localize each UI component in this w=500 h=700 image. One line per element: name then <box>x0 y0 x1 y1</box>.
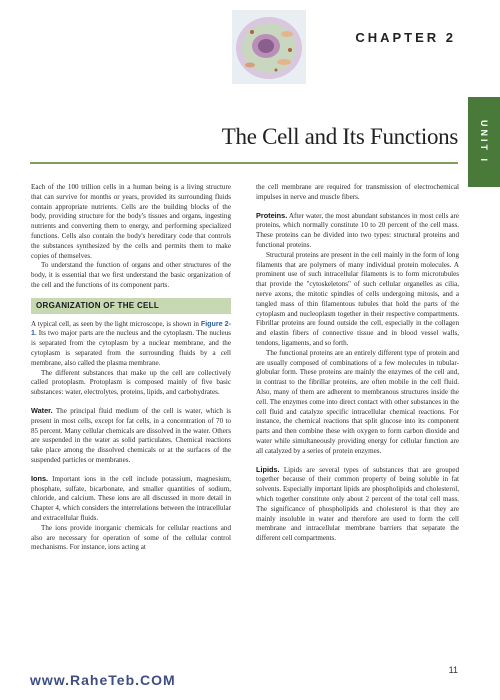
functional-proteins-paragraph: The functional proteins are an entirely different type of protein and are usually composed of combinations of a few molecules in tubular-globular form. These proteins are mainly the enzymes of the cell and, in contrast to the fibrillar proteins, are often mobile in the cell fluid. Also, many of them are adherent to membranous structures inside the cell. The enzymes come into direct contact with other substances in the cell fluid and catalyze specific intracellular chemical reactions. For instance, the chemical reactions that split glucose into its component parts and then combine these with oxygen to form carbon dioxide and water while simultaneously providing energy for cellular function are all catalyzed by a series of protein enzymes. <box>256 348 459 455</box>
proteins-paragraph <box>256 211 459 251</box>
lipids-heading: Lipids. <box>256 464 280 474</box>
proteins-heading: Proteins. <box>256 210 288 220</box>
proteins-text: After water, the most abundant substances in most cells are proteins, which normally constitute 10 to 20 percent of the cell mass. These proteins can be divided into two types: structural proteins and functional proteins. <box>256 211 459 249</box>
ions-paragraph <box>31 474 231 524</box>
water-heading: Water. <box>31 405 53 415</box>
section-heading: ORGANIZATION OF THE CELL <box>31 298 231 314</box>
intro-paragraph-1: Each of the 100 trillion cells in a human being is a living structure that can survive for months or years, provided its surrounding fluids contain appropriate nutrients. Cells are the building blocks of the body, providing structure for the body's tissues and organs, ingesting nutrients and converting them to energy, and performing specialized functions. Cells also contain the body's hereditary code that controls the substances synthesized by the cells and permits them to make copies of themselves. <box>31 183 231 260</box>
title-rule <box>30 162 458 164</box>
lipids-paragraph <box>256 465 459 544</box>
organization-paragraph-1 <box>31 320 231 369</box>
structural-proteins-paragraph: Structural proteins are present in the cell mainly in the form of long filaments that are polymers of many individual protein molecules. A prominent use of such intracellular filaments is to form microtubules that provide the "cytoskeletons" of such cellular organelles as cilia, nerve axons, the mitotic spindles of cells undergoing mitosis, and a tangled mass of thin filamentous tubules that hold the parts of the cytoplasm and nucleoplasm together in their respective compartments. Fibrillar proteins are found outside the cell, especially in the collagen and elastin fibers of connective tissue and in blood vessel walls, tendons, ligaments, and so forth. <box>256 250 459 347</box>
watermark: www.RaheTeb.COM <box>30 672 176 688</box>
lipids-text: Lipids are several types of substances that are grouped together because of their common property of being soluble in fat solvents. Especially important lipids are phospholipids and cholesterol, which together constitute only about 2 percent of the total cell mass. The significance of phospholipids and cholesterol is that they are mainly insoluble in water and therefore are used to form the cell membrane and intracellular membrane barriers that separate the different cell compartments. <box>256 465 459 543</box>
organization-paragraph-2: The different substances that make up the cell are collectively called protoplasm. Protoplasm is composed mainly of five basic substances: water, electrolytes, proteins, lipids, and carbohydrates. <box>31 368 231 397</box>
left-column <box>31 183 231 553</box>
ions-paragraph-2: The ions provide inorganic chemicals for cellular reactions and also are necessary for operation of some of the cellular control mechanisms. For instance, ions acting at <box>31 523 231 552</box>
water-paragraph <box>31 406 231 466</box>
ions-text: Important ions in the cell include potassium, magnesium, phosphate, sulfate, bicarbonate, and smaller quantities of sodium, chloride, and calcium. These ions are all discussed in more detail in Chapter 4, which considers the interrelations between the intracellular and extracellular fluids. <box>31 474 231 522</box>
right-column <box>256 183 459 544</box>
unit-tab <box>468 97 500 187</box>
chapter-title: The Cell and Its Functions <box>221 124 458 149</box>
ions-heading: Ions. <box>31 473 49 483</box>
unit-tab-label: UNIT I <box>479 120 489 164</box>
water-text: The principal fluid medium of the cell is water, which is present in most cells, except for fat cells, in a concentration of 70 to 85 percent. Many cellular chemicals are dissolved in the water. Others are suspended in the water as solid particulates. Chemical reactions take place among the dissolved chemicals or at the surfaces of the suspended particles or membranes. <box>31 406 231 464</box>
intro-paragraph-2: To understand the function of organs and other structures of the body, it is essential that we first understand the basic organization of the cell and the functions of its component parts. <box>31 261 231 289</box>
figure-link[interactable]: Figure 2-1 <box>31 319 231 338</box>
org-text-b: . Its two major parts are the nucleus and the cytoplasm. The nucleus is separated from the cytoplasm by a nuclear membrane, and the cytoplasm is separated from the surrounding fluids by a cell membrane, also called the plasma membrane. <box>31 329 231 367</box>
chapter-label: CHAPTER 2 <box>355 30 456 45</box>
continued-paragraph: the cell membrane are required for transmission of electrochemical impulses in nerve and muscle fibers. <box>256 183 459 201</box>
cell-illustration-icon <box>232 10 306 84</box>
page-number: 11 <box>448 665 458 675</box>
org-text-a: A typical cell, as seen by the light microscope, is shown in <box>31 319 201 328</box>
